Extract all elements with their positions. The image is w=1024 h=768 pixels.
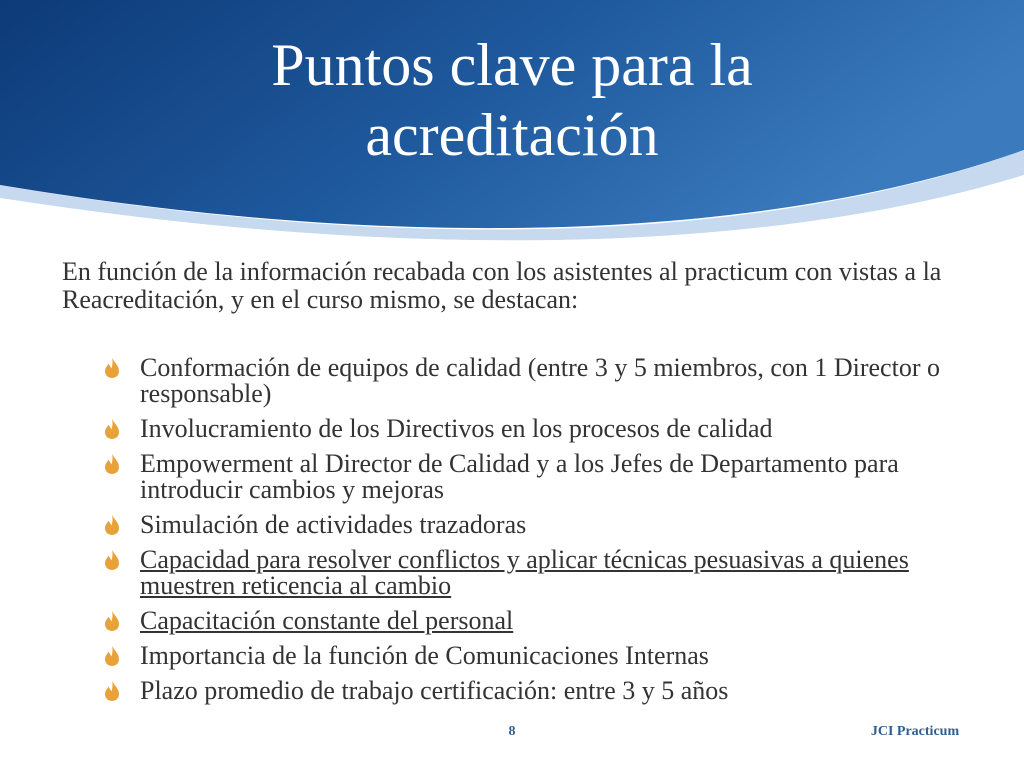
bullet-item xyxy=(100,416,960,442)
bullet-list xyxy=(100,355,960,713)
bullet-text: Empowerment al Director de Calidad y a los Jefes de Departamento para introducir cambios y mejoras xyxy=(140,449,899,504)
bullet-item xyxy=(100,547,960,599)
page-number: 8 xyxy=(508,724,516,739)
slide-title-line-1: Puntos clave para la xyxy=(271,32,753,98)
flame-icon xyxy=(102,357,122,379)
bullet-item xyxy=(100,643,960,669)
flame-icon xyxy=(102,680,122,702)
bullet-text: Conformación de equipos de calidad (entre 3 y 5 miembros, con 1 Director o responsable) xyxy=(140,353,940,408)
footer-brand: JCI Practicum xyxy=(870,724,960,739)
slide-title xyxy=(0,30,1024,170)
bullet-text: Capacidad para resolver conflictos y aplicar técnicas pesuasivas a quienes muestren reticencia al cambio xyxy=(140,545,909,600)
bullet-item xyxy=(100,512,960,538)
bullet-text: Capacitación constante del personal xyxy=(140,606,514,635)
bullet-item xyxy=(100,678,960,704)
flame-icon xyxy=(102,645,122,667)
flame-icon xyxy=(102,418,122,440)
intro-paragraph: En función de la información recabada con los asistentes al practicum con vistas a la Reacreditación, y en el curso mismo, se destacan: xyxy=(62,257,942,314)
bullet-text: Importancia de la función de Comunicaciones Internas xyxy=(140,641,709,670)
bullet-item xyxy=(100,355,960,407)
slide-title-line-2: acreditación xyxy=(365,102,659,168)
flame-icon xyxy=(102,453,122,475)
flame-icon xyxy=(102,610,122,632)
bullet-text: Involucramiento de los Directivos en los procesos de calidad xyxy=(140,414,773,443)
bullet-item xyxy=(100,451,960,503)
bullet-text: Simulación de actividades trazadoras xyxy=(140,510,527,539)
flame-icon xyxy=(102,549,122,571)
bullet-text: Plazo promedio de trabajo certificación: entre 3 y 5 años xyxy=(140,676,729,705)
bullet-item xyxy=(100,608,960,634)
flame-icon xyxy=(102,514,122,536)
